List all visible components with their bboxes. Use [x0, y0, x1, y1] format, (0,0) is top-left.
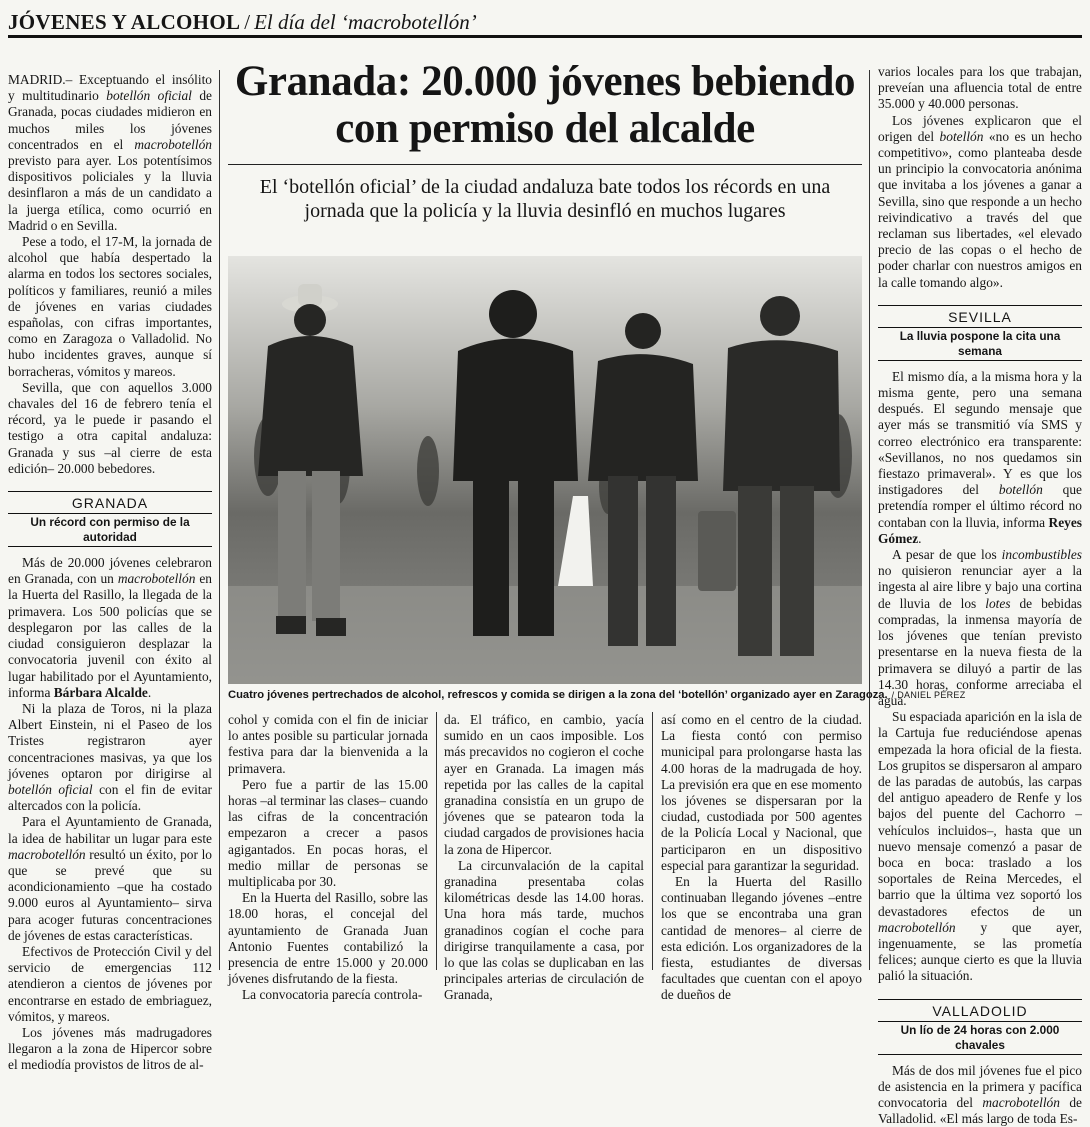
column-divider — [436, 712, 437, 970]
headline-rule — [228, 164, 862, 165]
subhead-place: GRANADA — [8, 491, 212, 511]
photo-illustration — [228, 256, 862, 684]
subhead-granada — [8, 491, 212, 547]
section-header — [8, 6, 1082, 38]
paragraph: MADRID.– Exceptuando el insólito y multitudinario botellón oficial de Granada, pocas ciudades midieron en muchos miles los jóvenes concentrados en el macrobotellón previsto para ayer. Los potentísimos dispositivos policiales y la lluvia desinflaron a más de un candidato a la juerga etílica, como ocurrió en Madrid o en Sevilla. — [8, 72, 212, 233]
paragraph: Ni la plaza de Toros, ni la plaza Albert Einstein, ni el Paseo de los Tristes registraron ayer concentraciones masivas, ya que los jóvenes optaron por dirigirse al botellón oficial con el fin de evitar altercados con la policía. — [8, 700, 213, 814]
paragraph: Más de dos mil jóvenes fue el pico de asistencia en la primera y pacífica convocatoria del macrobotellón de Valladolid. «El más largo de toda Es- — [878, 1062, 1082, 1127]
paragraph: La convocatoria parecía controla- — [242, 987, 423, 1003]
subhead-sevilla — [878, 305, 1082, 361]
paragraph: Para el Ayuntamiento de Granada, la idea de habilitar un lugar para este macrobotellón resultó un éxito, por lo que se prevé que su acondicionamiento –que ha costado 9.000 euros al Ayuntamiento– sirva para acoger futuras concentraciones de jóvenes de estas características. — [8, 814, 212, 943]
paragraph: Los jóvenes explicaron que el origen del botellón «no es un hecho competitivo», como planteaba desde un principio la convocatoria anónima que invitaba a los jóvenes a ganar a Sevilla, sino que responde a un hecho reivindicativo a través del que reclaman sus libertades, «el elevado precio de las copas o el hecho de poder charlar con nuestros amigos en la calle tomando algo». — [878, 112, 1082, 290]
paragraph: A pesar de que los incombustibles no quisieron renunciar ayer a la ingesta al aire libre y bajo una cortina de lluvia de los lotes de bebidas compradas, la inmensa mayoría de los jóvenes que tenían previsto presentarse en la nueva fiesta de la primavera se diluyó a partir de las 14.30 horas, conforme arreciaba el agua. — [878, 547, 1082, 708]
subhead-tagline: Un lío de 24 horas con 2.000 chavales — [878, 1021, 1082, 1055]
paragraph: Los jóvenes más madrugadores llegaron a la zona de Hipercor sobre el mediodía provistos de litros de al- — [8, 1024, 212, 1073]
subhead-valladolid — [878, 999, 1082, 1055]
article-column-1 — [8, 72, 213, 1073]
headline: Granada: 20.000 jóvenes bebiendo con permiso del alcalde — [234, 58, 856, 152]
deck: El ‘botellón oficial’ de la ciudad andaluza bate todos los récords en una jornada que la policía y la lluvia desinfló en muchos lugares — [259, 176, 831, 222]
section-separator: / — [244, 10, 251, 34]
column-divider — [869, 70, 870, 970]
paragraph: Pese a todo, el 17-M, la jornada de alcohol que había despertado la alarma en todos los sectores sociales, políticos y familiares, reunió a miles de jóvenes en varias ciudades españolas, con cifras importantes, como en Zaragoza o Valladolid. No hubo incidentes graves, aunque sí borracheras, vómitos y mareos. — [8, 234, 212, 379]
paragraph: Más de 20.000 jóvenes celebraron en Granada, con un macrobotellón en la Huerta del Rasillo, la llegada de la primavera. Los 500 policías que se desplegaron por las calles de la ciudad consiguieron desplazar la convocatoria juvenil con éxito al lugar habilitado por el Ayuntamiento, informa Bárbara Alcalde. — [8, 555, 212, 700]
column-divider — [652, 712, 653, 970]
paragraph: varios locales para los que trabajan, preveían una afluencia total de entre 35.000 y 40.000 personas. — [878, 64, 1082, 112]
article-column-2 — [228, 712, 428, 1003]
paragraph: El mismo día, a la misma hora y la misma gente, pero una semana después. El segundo mensaje que ayer más se transmitió vía SMS y correo electrónico era transparente: «Sevillanos, no nos quedamos sin fiestazo primaveral». Y es que los instigadores del botellón que pretendía romper el último récord no contaban con la lluvia, informa Reyes Gómez. — [878, 368, 1082, 546]
paragraph: En la Huerta del Rasillo continuaban llegando jóvenes –entre los que se encontraba una gran cantidad de menores– al cierre de esta edición. Los organizadores de la fiesta, estudiantes de diversas facultades que cuentan con el apoyo de dueños de — [661, 874, 862, 1003]
photo-credit: / DANIEL PÉREZ — [891, 690, 966, 700]
article-column-4 — [661, 712, 862, 1003]
paragraph: cohol y comida con el fin de iniciar lo antes posible su particular jornada festiva para dar la bienvenida a la primavera. — [228, 712, 428, 776]
paragraph: Sevilla, que con aquellos 3.000 chavales del 16 de febrero tenía el récord, ya le puede ir pasando el testigo a otra capital andaluza: Granada y sus –al cierre de esta edición– 20.000 bebedores. — [8, 379, 212, 476]
author-name: Bárbara Alcalde — [53, 684, 148, 700]
section-subtitle: El día del ‘macrobotellón’ — [254, 10, 477, 34]
paragraph: Su espaciada aparición en la isla de la Cartuja fue reduciéndose apenas empezada la hora oficial de la fiesta. Los grupitos se dispersaron al amparo de las paradas de autobús, las carpas del antiguo apeadero de Renfe y los bajos del puente del Cachorro –vehículos incluidos–, hasta que un nuevo mensaje comenzó a pasar de boca en boca: traslado a los soportales de Reina Mercedes, el barrio que la última vez soportó los devastadores efectos de un macrobotellón y que ayer, ingenuamente, se las prometía felices; aunque cierto es que la lluvia palió la situación. — [878, 709, 1082, 984]
article-column-3 — [444, 712, 644, 1003]
author-name: Reyes Gómez — [878, 514, 1082, 546]
paragraph: así como en el centro de la ciudad. La fiesta contó con permiso municipal para prolongarse hasta las 4.00 horas de la madrugada de hoy. La previsión era que en ese momento los jóvenes se dispersaran por la ciudad, custodiada por 500 agentes de la Policía Local y Nacional, que participaron en un dispositivo especial para garantizar la seguridad. — [661, 712, 862, 873]
section-kicker: JÓVENES Y ALCOHOL — [8, 10, 241, 34]
article-column-5 — [878, 64, 1082, 1127]
caption-text: Cuatro jóvenes pertrechados de alcohol, refrescos y comida se dirigen a la zona del ‘botellón’ organizado ayer en Zaragoza. — [228, 689, 888, 701]
column-divider — [219, 70, 220, 970]
subhead-tagline: Un récord con permiso de la autoridad — [8, 513, 212, 547]
subhead-place: SEVILLA — [878, 305, 1082, 325]
news-photo — [228, 256, 862, 684]
paragraph: En la Huerta del Rasillo, sobre las 18.00 horas, el concejal del ayuntamiento de Granada Juan Antonio Fuentes contabilizó la presencia de entre 15.000 y 20.000 jóvenes disfrutando de la fiesta. — [228, 890, 428, 987]
paragraph: La circunvalación de la capital granadina presentaba colas kilométricas desde las 14.00 horas. Una hora más tarde, muchos granadinos cogían el coche para dirigirse tranquilamente a casa, por lo que las colas se duplicaban en las principales arterias de circulación de Granada, — [444, 857, 644, 1003]
paragraph: Pero fue a partir de las 15.00 horas –al terminar las clases– cuando las cifras de la concentración empezaron a crecer a pasos agigantados. En pocas horas, el medio millar de personas se multiplicaba por 30. — [228, 776, 428, 890]
paragraph: Efectivos de Protección Civil y del servicio de emergencias 112 atendieron a cientos de jóvenes por encontrarse en estado de embriaguez, vómitos, y mareos. — [8, 943, 212, 1024]
photo-caption — [228, 688, 966, 702]
paragraph: da. El tráfico, en cambio, yacía sumido en un caos imposible. Los más precavidos no cogieron el coche ayer en Granada. La imagen más repetida por las calles de la capital granadina consistía en un grupo de jóvenes que se patearon toda la ciudad cargados de provisiones hacia la zona de Hipercor. — [444, 712, 644, 857]
subhead-tagline: La lluvia pospone la cita una semana — [878, 327, 1082, 361]
subhead-place: VALLADOLID — [878, 999, 1082, 1019]
